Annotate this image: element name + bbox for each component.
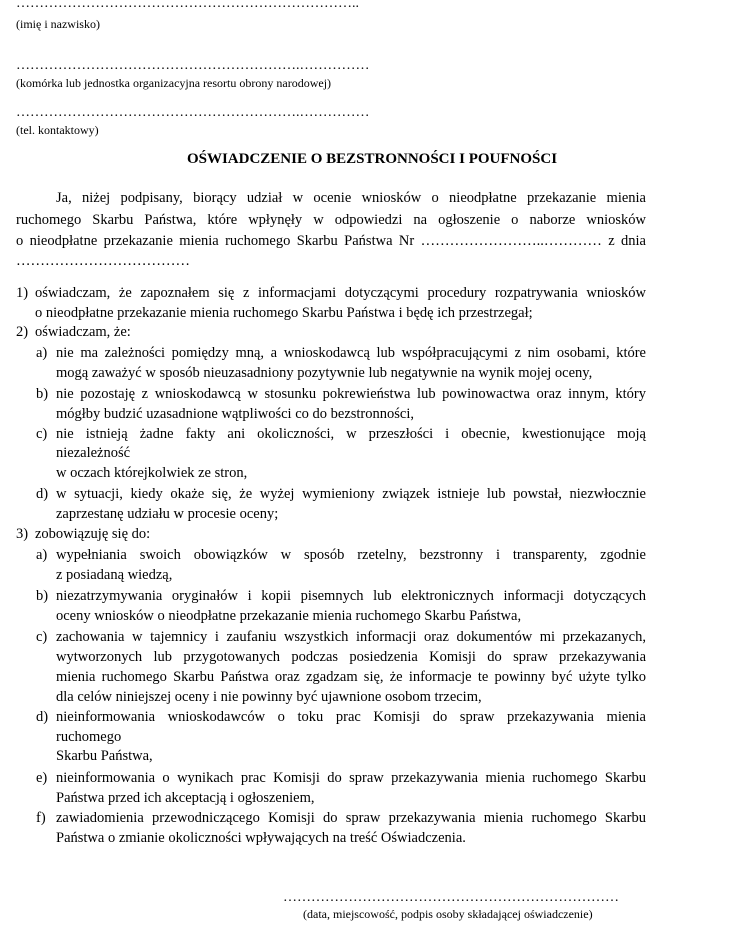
name-dots: ……………………………………………………………….. (16, 0, 359, 11)
item-3d-line-1: nieinformowania wnioskodawców o toku prac Komisji do spraw przekazywania mienia (56, 709, 646, 725)
unit-dots: …………………………………………………….…………… (16, 58, 370, 73)
item-2b-line-2: mógłby budzić uzasadnione wątpliwości co do bezstronności, (56, 406, 414, 422)
item-3b-letter: b) (36, 588, 49, 604)
item-2b-letter: b) (36, 386, 49, 402)
signature-label: (data, miejscowość, podpis osoby składającej oświadczenie) (303, 907, 593, 921)
intro-line-2: ruchomego Skarbu Państwa, które wpłynęły w odpowiedzi na ogłoszenie o naborze wniosków (16, 212, 646, 228)
item-2b-line-1: nie pozostaję z wnioskodawcą w stosunku pokrewieństwa lub powinowactwa oraz innym, który (56, 386, 646, 402)
item-3e-line-2: Państwa przed ich akceptacją i ogłoszeniem, (56, 790, 315, 806)
item-3c-line-3: mienia ruchomego Skarbu Państwa oraz zgadzam się, że informacje te powinny być użyte tylko (56, 669, 646, 685)
item-2c-letter: c) (36, 426, 48, 442)
item-3f-line-2: Państwa o zmianie okoliczności wpływających na treść Oświadczenia. (56, 830, 466, 846)
intro-line-4: ……………………………… (16, 253, 190, 269)
item-3c-line-2: wytworzonych lub przygotowanych podczas posiedzenia Komisji do spraw przekazywania (56, 649, 646, 665)
item-3d-letter: d) (36, 709, 49, 725)
item-2c-line-3: w oczach którejkolwiek ze stron, (56, 465, 248, 481)
item-2d-line-1: w sytuacji, kiedy okaże się, że wyżej wymieniony związek istnieje lub powstał, niezwłocznie (56, 486, 646, 502)
item-1-line-2: o nieodpłatne przekazanie mienia ruchomego Skarbu Państwa i będę ich przestrzegał; (35, 305, 533, 321)
item-2c-line-2: niezależność (56, 445, 131, 461)
intro-line-1: Ja, niżej podpisany, biorący udział w ocenie wniosków o nieodpłatne przekazanie mienia (56, 190, 646, 206)
item-2a-line-1: nie ma zależności pomiędzy mną, a wnioskodawcą lub współpracującymi z nim osobami, które (56, 345, 646, 361)
item-3a-line-2: z posiadaną wiedzą, (56, 567, 173, 583)
item-3a-line-1: wypełniania swoich obowiązków w sposób rzetelny, bezstronny i transparenty, zgodnie (56, 547, 646, 563)
intro-line-3: o nieodpłatne przekazanie mienia ruchomego Skarbu Państwa Nr ……………………..………… z dnia (16, 233, 646, 249)
item-2-line-1: oświadczam, że: (35, 324, 131, 340)
item-1-number: 1) (16, 285, 29, 301)
item-2-number: 2) (16, 324, 29, 340)
phone-label: (tel. kontaktowy) (16, 123, 99, 137)
item-3-line-1: zobowiązuję się do: (35, 526, 151, 542)
item-3c-line-4: dla celów niniejszej oceny i nie powinny być ujawnione osobom trzecim, (56, 689, 482, 705)
item-3e-letter: e) (36, 770, 48, 786)
item-2c-line-1: nie istnieją żadne fakty ani okoliczności, w przeszłości i obecnie, kwestionujące moją (56, 426, 646, 442)
item-3b-line-2: oceny wniosków o nieodpłatne przekazanie mienia ruchomego Skarbu Państwa, (56, 608, 522, 624)
phone-dots: …………………………………………………….…………… (16, 105, 370, 120)
item-2a-line-2: mogą zaważyć w sposób nieuzasadniony pozytywnie lub negatywnie na wynik mojej oceny, (56, 365, 593, 381)
item-2d-line-2: zaprzestanę udziału w procesie oceny; (56, 506, 279, 522)
item-3f-line-1: zawiadomienia przewodniczącego Komisji do spraw przekazywania mienia ruchomego Skarbu (56, 810, 646, 826)
name-label: (imię i nazwisko) (16, 17, 100, 31)
item-3-number: 3) (16, 526, 29, 542)
item-2a-letter: a) (36, 345, 48, 361)
item-1-line-1: oświadczam, że zapoznałem się z informacjami dotyczącymi procedury rozpatrywania wniosków (35, 285, 646, 301)
item-3d-line-2: ruchomego (56, 729, 122, 745)
item-3d-line-3: Skarbu Państwa, (56, 748, 153, 764)
item-3a-letter: a) (36, 547, 48, 563)
item-3b-line-1: niezatrzymywania oryginałów i kopii pisemnych lub elektronicznych informacji dotyczących (56, 588, 646, 604)
item-3c-line-1: zachowania w tajemnicy i zaufaniu wszystkich informacji oraz dokumentów mi przekazanych, (56, 629, 646, 645)
document-title: OŚWIADCZENIE O BEZSTRONNOŚCI I POUFNOŚCI (186, 151, 558, 167)
signature-dots: ……………………………………………………………… (283, 890, 619, 905)
item-3f-letter: f) (36, 810, 46, 826)
item-2d-letter: d) (36, 486, 49, 502)
item-3e-line-1: nieinformowania o wynikach prac Komisji do spraw przekazywania mienia ruchomego Skarbu (56, 770, 646, 786)
item-3c-letter: c) (36, 629, 48, 645)
unit-label: (komórka lub jednostka organizacyjna resortu obrony narodowej) (16, 76, 332, 90)
